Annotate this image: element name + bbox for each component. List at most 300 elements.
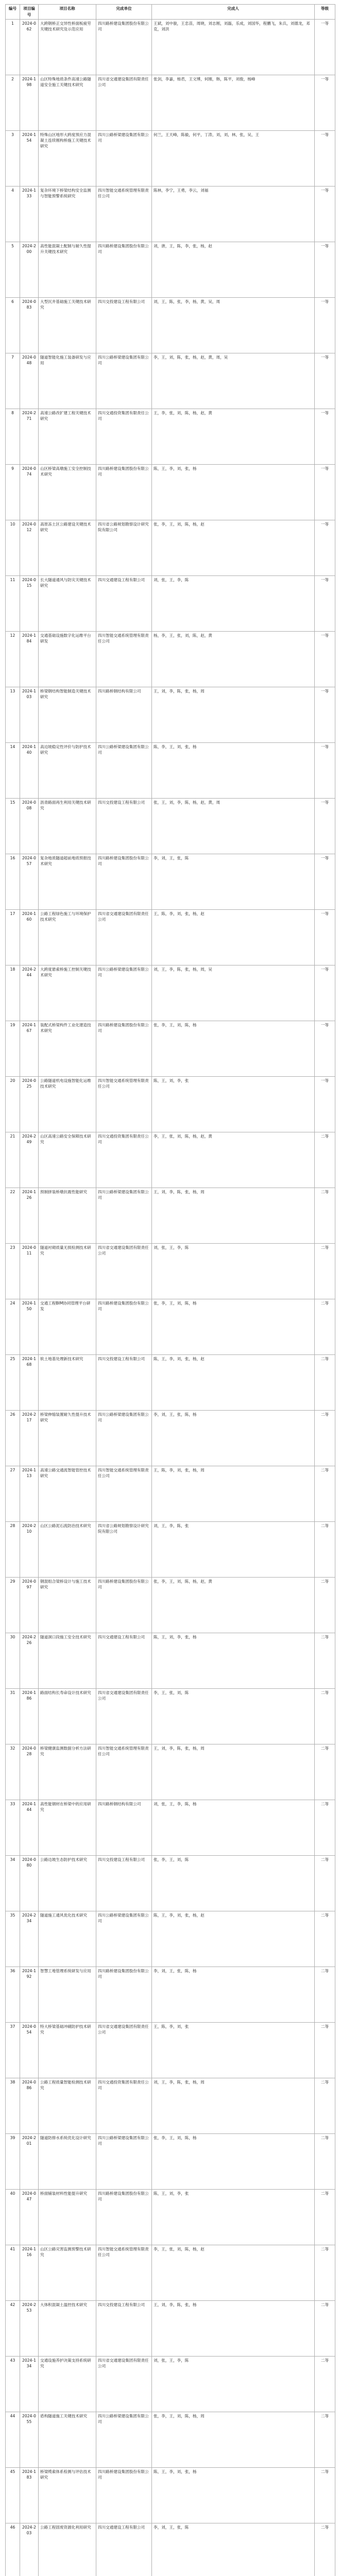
cell-people: 何兰，王天峰，陈毅，何平，丁涛，刘，刘，林，张，吴，王 — [152, 131, 315, 187]
cell-people: 王，陈，李，刘，张，杨，周 — [152, 1466, 315, 1522]
cell-people: 陈，王，李，刘，张，杨，赵 — [152, 1355, 315, 1411]
table-row — [6, 2078, 335, 2134]
table-row — [6, 465, 335, 520]
cell-grade: 二等 — [315, 2412, 335, 2468]
cell-grade: 一等 — [315, 1021, 335, 1077]
cell-grade: 二等 — [315, 1299, 335, 1355]
cell-grade: 一等 — [315, 409, 335, 465]
header-people: 完成人 — [152, 5, 315, 20]
cell-people: 王斌，刘中骏，王忠苗，周晓，刘志刚，刘磊，乐成，刘国华，程鹏飞，朱兵，刘德龙，邓克，刘洪 — [152, 20, 315, 75]
table-row — [6, 2245, 335, 2301]
cell-number: 43 — [6, 2357, 20, 2412]
cell-grade: 一等 — [315, 242, 335, 298]
table-row — [6, 1800, 335, 1856]
cell-grade: 二等 — [315, 2190, 335, 2245]
cell-project-name: 山区公路灾害监测预警技术研究 — [39, 2245, 96, 2301]
cell-unit: 四川智能交通系统管理有限责任公司 — [96, 1466, 152, 1522]
cell-project-name: 公路工程绿色施工与环境保护技术研究 — [39, 910, 96, 965]
table-row — [6, 687, 335, 743]
cell-project-code: 2024-133 — [20, 187, 39, 242]
cell-people: 张，李，王，刘，陈，杨，周 — [152, 2412, 315, 2468]
cell-unit: 四川公路桥梁建设集团有限公司 — [96, 2412, 152, 2468]
cell-people: 王，刘，李，陈，张，杨，周 — [152, 1188, 315, 1244]
cell-project-code: 2024-186 — [20, 1689, 39, 1744]
cell-people: 李，王，张，刘，陈 — [152, 1689, 315, 1744]
cell-unit: 四川省交通建设集团有限责任公司 — [96, 1689, 152, 1744]
table-row — [6, 1911, 335, 1967]
cell-grade: 二等 — [315, 1800, 335, 1856]
cell-people: 刘，王，陈，张，李，杨，黄，吴，周 — [152, 298, 315, 353]
cell-project-name: 大体积混凝土温控技术研究 — [39, 2301, 96, 2357]
cell-people: 陈林，李宁，王勇，李云，刘福 — [152, 187, 315, 242]
cell-project-code: 2024-011 — [20, 1244, 39, 1299]
cell-grade: 二等 — [315, 2357, 335, 2412]
cell-number: 24 — [6, 1299, 20, 1355]
cell-grade: 一等 — [315, 298, 335, 353]
cell-number: 23 — [6, 1244, 20, 1299]
header-number: 编号 — [6, 5, 20, 20]
cell-number: 5 — [6, 242, 20, 298]
cell-people: 张，李，王，刘，陈，杨，赵，黄 — [152, 1578, 315, 1633]
cell-unit: 四川省交通建设集团有限责任公司 — [96, 1244, 152, 1299]
cell-number: 36 — [6, 1967, 20, 2023]
table-row — [6, 743, 335, 799]
cell-project-code: 2024-253 — [20, 2301, 39, 2357]
table-row — [6, 1411, 335, 1466]
cell-project-code: 2024-201 — [20, 2134, 39, 2190]
cell-project-name: 隧道施工通风优化技术研究 — [39, 1911, 96, 1967]
table-row — [6, 409, 335, 465]
cell-people: 杨，李，王，张，刘，陈，赵，黄 — [152, 632, 315, 687]
table-row — [6, 1077, 335, 1132]
table-row — [6, 2190, 335, 2245]
cell-project-code: 2024-192 — [20, 1967, 39, 2023]
cell-unit: 四川交通投资集团有限责任公司 — [96, 1132, 152, 1188]
cell-grade: 一等 — [315, 20, 335, 75]
cell-grade: 二等 — [315, 1744, 335, 1800]
cell-project-name: 交通基础设施数字化运维平台研发 — [39, 632, 96, 687]
cell-project-name: 软土地基处理新技术研究 — [39, 1355, 96, 1411]
table-row — [6, 2468, 335, 2523]
cell-people: 刘，王，李，陈，张，杨，周 — [152, 2078, 315, 2134]
awards-table — [5, 4, 335, 2576]
table-row — [6, 131, 335, 187]
table-row — [6, 799, 335, 854]
cell-number: 2 — [6, 75, 20, 131]
cell-number: 4 — [6, 187, 20, 242]
cell-grade: 一等 — [315, 187, 335, 242]
cell-number: 1 — [6, 20, 20, 75]
cell-number: 22 — [6, 1188, 20, 1244]
table-row — [6, 2301, 335, 2357]
cell-project-code: 2024-134 — [20, 2357, 39, 2412]
cell-unit: 四川路桥钢结构有限公司 — [96, 1800, 152, 1856]
table-row — [6, 242, 335, 298]
cell-project-name: 公路边坡生态防护技术研究 — [39, 1856, 96, 1911]
cell-project-code: 2024-167 — [20, 1021, 39, 1077]
cell-number: 45 — [6, 2468, 20, 2523]
cell-people: 李，王，刘，陈，张，杨，赵，黄，周，吴 — [152, 353, 315, 409]
cell-unit: 四川路桥建设集团股份有限公司 — [96, 2468, 152, 2523]
cell-people: 李，王，张，刘，陈，杨，赵 — [152, 2245, 315, 2301]
table-row — [6, 2134, 335, 2190]
cell-unit: 四川路桥建设集团股份有限公司 — [96, 2190, 152, 2245]
cell-people: 刘，张，王，李，陈，杨 — [152, 1800, 315, 1856]
cell-project-name: 山区高速公路安全保障技术研究 — [39, 1132, 96, 1188]
cell-number: 14 — [6, 743, 20, 799]
table-row — [6, 632, 335, 687]
table-row — [6, 2023, 335, 2078]
cell-people: 刘，张，王，李，陈 — [152, 1244, 315, 1299]
cell-grade: 二等 — [315, 1633, 335, 1689]
cell-grade: 一等 — [315, 131, 335, 187]
header-project-code: 项目编号 — [20, 5, 39, 20]
cell-unit: 四川智能交通系统管理有限责任公司 — [96, 632, 152, 687]
cell-number: 27 — [6, 1466, 20, 1522]
cell-unit: 四川交投建设工程有限公司 — [96, 2301, 152, 2357]
cell-grade: 一等 — [315, 75, 335, 131]
cell-unit: 四川智能交通系统管理有限责任公司 — [96, 2245, 152, 2301]
cell-project-name: 高速公路交通流智能管控技术研究 — [39, 1466, 96, 1522]
cell-number: 8 — [6, 409, 20, 465]
cell-grade: 一等 — [315, 1077, 335, 1132]
table-row — [6, 1633, 335, 1689]
cell-number: 3 — [6, 131, 20, 187]
table-row — [6, 1466, 335, 1522]
table-row — [6, 910, 335, 965]
cell-unit: 四川交投建设工程有限公司 — [96, 799, 152, 854]
cell-unit: 四川省交通建设集团有限责任公司 — [96, 2357, 152, 2412]
cell-number: 40 — [6, 2190, 20, 2245]
cell-project-code: 2024-048 — [20, 353, 39, 409]
table-row — [6, 1689, 335, 1744]
cell-project-code: 2024-083 — [20, 298, 39, 353]
cell-people: 王，陈，李，刘，张 — [152, 2023, 315, 2078]
cell-people: 陈，李，王，刘，张，杨 — [152, 743, 315, 799]
cell-project-code: 2024-074 — [20, 465, 39, 520]
cell-number: 32 — [6, 1744, 20, 1800]
cell-project-code: 2024-097 — [20, 1578, 39, 1633]
cell-people: 李，刘，王，张，陈 — [152, 854, 315, 910]
cell-unit: 四川路桥建设集团股份有限公司 — [96, 1299, 152, 1355]
cell-number: 12 — [6, 632, 20, 687]
cell-grade: 二等 — [315, 1578, 335, 1633]
cell-people: 刘，张，王，李，陈 — [152, 2357, 315, 2412]
cell-project-name: 特大桥梁基础冲刷防护技术研究 — [39, 2023, 96, 2078]
table-row — [6, 576, 335, 632]
cell-project-code: 2024-116 — [20, 2245, 39, 2301]
cell-number: 44 — [6, 2412, 20, 2468]
cell-unit: 四川公路桥梁建设集团有限公司 — [96, 965, 152, 1021]
cell-unit: 四川公路桥梁建设集团有限公司 — [96, 353, 152, 409]
cell-people: 张，李，王，刘，陈，杨，赵 — [152, 520, 315, 576]
cell-number: 31 — [6, 1689, 20, 1744]
cell-number: 13 — [6, 687, 20, 743]
cell-project-code: 2024-015 — [20, 576, 39, 632]
cell-grade: 二等 — [315, 2078, 335, 2134]
cell-project-code: 2024-234 — [20, 1911, 39, 1967]
cell-project-code: 2024-113 — [20, 1466, 39, 1522]
cell-number: 6 — [6, 298, 20, 353]
table-row — [6, 965, 335, 1021]
cell-unit: 四川省公路规划勘察设计研究院有限公司 — [96, 1522, 152, 1578]
cell-grade: 二等 — [315, 1466, 335, 1522]
cell-number: 30 — [6, 1633, 20, 1689]
cell-unit: 四川公路桥梁建设集团有限公司 — [96, 743, 152, 799]
cell-project-code: 2024-271 — [20, 409, 39, 465]
table-row — [6, 1188, 335, 1244]
cell-project-code: 2024-054 — [20, 2023, 39, 2078]
cell-people: 陈，王，刘，李，张 — [152, 1077, 315, 1132]
cell-project-code: 2024-012 — [20, 520, 39, 576]
cell-project-name: 公路隧道机电设施智能化运维技术研究 — [39, 1077, 96, 1132]
cell-grade: 一等 — [315, 743, 335, 799]
cell-people: 刘，张，王，李，陈 — [152, 576, 315, 632]
table-row — [6, 1744, 335, 1800]
cell-project-code: 2024-086 — [20, 2078, 39, 2134]
table-row — [6, 353, 335, 409]
cell-grade: 二等 — [315, 2245, 335, 2301]
cell-people: 李，王，张，刘，陈，杨，赵，黄 — [152, 1132, 315, 1188]
cell-number: 7 — [6, 353, 20, 409]
cell-unit: 四川智能交通系统管理有限责任公司 — [96, 1744, 152, 1800]
cell-project-code: 2024-080 — [20, 1856, 39, 1911]
cell-project-name: 隧道防排水系统优化设计研究 — [39, 2134, 96, 2190]
cell-project-code: 2024-184 — [20, 632, 39, 687]
cell-project-name: 装配式桥梁构件工业化建造技术研究 — [39, 1021, 96, 1077]
cell-people: 张，李，王，刘，陈，杨 — [152, 1299, 315, 1355]
cell-number: 29 — [6, 1578, 20, 1633]
cell-people: 张，李，王，刘，陈，杨 — [152, 1021, 315, 1077]
table-row — [6, 854, 335, 910]
cell-people: 王，刘，李，陈，张，杨，周 — [152, 687, 315, 743]
cell-grade: 二等 — [315, 2301, 335, 2357]
table-row — [6, 520, 335, 576]
cell-people: 李，刘，王，张，陈 — [152, 2523, 315, 2576]
cell-grade: 一等 — [315, 632, 335, 687]
cell-project-code: 2024-168 — [20, 1355, 39, 1411]
cell-unit: 四川省交通建设集团有限责任公司 — [96, 910, 152, 965]
cell-grade: 二等 — [315, 2523, 335, 2576]
cell-people: 王，李，张，刘，陈，杨，赵，黄 — [152, 409, 315, 465]
cell-number: 33 — [6, 1800, 20, 1856]
cell-people: 刘，王，李，陈，张 — [152, 1522, 315, 1578]
cell-project-code: 2024-028 — [20, 1744, 39, 1800]
cell-project-code: 2024-144 — [20, 1800, 39, 1856]
header-unit: 完成单位 — [96, 5, 152, 20]
cell-people: 陈，王，李，刘，张，杨 — [152, 465, 315, 520]
cell-project-name: 隧道洞口段施工安全技术研究 — [39, 1633, 96, 1689]
cell-unit: 四川交投建设工程有限公司 — [96, 298, 152, 353]
cell-number: 19 — [6, 1021, 20, 1077]
cell-unit: 四川交通投资集团有限责任公司 — [96, 2078, 152, 2134]
cell-project-name: 大跨度悬索桥施工控制关键技术研究 — [39, 965, 96, 1021]
cell-project-code: 2024-025 — [20, 1077, 39, 1132]
cell-project-name: 桥梁缆索体系检测与评估技术研究 — [39, 2468, 96, 2523]
cell-project-name: 复杂环境下桥梁结构安全监测与智能预警系统研究 — [39, 187, 96, 242]
cell-project-code: 2024-062 — [20, 20, 39, 75]
cell-grade: 一等 — [315, 687, 335, 743]
cell-project-name: 高原冻土区公路建设关键技术研究 — [39, 520, 96, 576]
cell-number: 37 — [6, 2023, 20, 2078]
cell-project-code: 2024-047 — [20, 2190, 39, 2245]
cell-people: 陈，王，李，刘，张，杨，赵 — [152, 1911, 315, 1967]
cell-number: 46 — [6, 2523, 20, 2576]
cell-project-name: 盾构隧道施工关键技术研究 — [39, 2412, 96, 2468]
cell-project-name: 智慧工地管理系统研发与应用 — [39, 1967, 96, 2023]
cell-unit: 四川公路桥梁建设集团有限公司 — [96, 131, 152, 187]
cell-project-code: 2024-217 — [20, 1411, 39, 1466]
cell-number: 17 — [6, 910, 20, 965]
cell-project-name: 桥梁钢结构智能制造关键技术研究 — [39, 687, 96, 743]
cell-people: 陈，王，李，刘，张，杨 — [152, 2468, 315, 2523]
cell-project-name: 高性能钢材在桥梁中的应用研究 — [39, 1800, 96, 1856]
awards-table-sheet — [5, 4, 335, 2576]
cell-project-code: 2024-183 — [20, 2468, 39, 2523]
cell-project-code: 2024-226 — [20, 1633, 39, 1689]
cell-number: 28 — [6, 1522, 20, 1578]
cell-project-code: 2024-249 — [20, 1132, 39, 1188]
cell-project-name: 山区公路泥石流防治技术研究 — [39, 1522, 96, 1578]
cell-grade: 二等 — [315, 2134, 335, 2190]
cell-unit: 四川路桥建设集团股份有限公司 — [96, 1021, 152, 1077]
cell-project-name: 高边坡稳定性评价与防护技术研究 — [39, 743, 96, 799]
cell-number: 38 — [6, 2078, 20, 2134]
cell-grade: 二等 — [315, 1967, 335, 2023]
cell-grade: 一等 — [315, 520, 335, 576]
cell-unit: 四川公路桥梁建设集团有限公司 — [96, 2134, 152, 2190]
cell-unit: 四川省交通建设集团有限责任公司 — [96, 2023, 152, 2078]
cell-number: 39 — [6, 2134, 20, 2190]
cell-number: 42 — [6, 2301, 20, 2357]
cell-unit: 四川交投建设工程有限公司 — [96, 1355, 152, 1411]
cell-grade: 二等 — [315, 1244, 335, 1299]
cell-unit: 四川智能交通系统管理有限责任公司 — [96, 187, 152, 242]
cell-number: 41 — [6, 2245, 20, 2301]
cell-grade: 二等 — [315, 2023, 335, 2078]
table-row — [6, 2523, 335, 2576]
cell-grade: 二等 — [315, 1689, 335, 1744]
cell-number: 25 — [6, 1355, 20, 1411]
cell-project-code: 2024-198 — [20, 75, 39, 131]
cell-grade: 二等 — [315, 2468, 335, 2523]
cell-project-name: 山区特殊地质条件高速公路隧道安全施工关键技术研究 — [39, 75, 96, 131]
cell-project-name: 钢混组合梁桥设计与施工技术研究 — [39, 1578, 96, 1633]
table-row — [6, 1967, 335, 2023]
cell-grade: 二等 — [315, 1132, 335, 1188]
cell-grade: 二等 — [315, 1355, 335, 1411]
cell-unit: 四川路桥建设集团股份有限公司 — [96, 465, 152, 520]
cell-number: 26 — [6, 1411, 20, 1466]
cell-project-code: 2024-126 — [20, 1188, 39, 1244]
cell-number: 21 — [6, 1132, 20, 1188]
cell-people: 王，刘，李，陈，张，杨 — [152, 2301, 315, 2357]
table-row — [6, 1299, 335, 1355]
table-row — [6, 2357, 335, 2412]
cell-project-name: 大跨钢桥正交异性桥面板疲劳关键技术研究及示范应用 — [39, 20, 96, 75]
table-row — [6, 1355, 335, 1411]
cell-project-name: 高性能混凝土配制与耐久性提升关键技术研究 — [39, 242, 96, 298]
table-row — [6, 2412, 335, 2468]
cell-project-name: 公路工程质量智能检测技术研究 — [39, 2078, 96, 2134]
table-row — [6, 75, 335, 131]
cell-project-name: 沥青路面再生利用关键技术研究 — [39, 799, 96, 854]
cell-project-name: 大型沉井基础施工关键技术研究 — [39, 298, 96, 353]
cell-project-name: 交通设施养护决策支持系统研究 — [39, 2357, 96, 2412]
cell-grade: 二等 — [315, 1856, 335, 1911]
cell-number: 16 — [6, 854, 20, 910]
cell-project-code: 2024-057 — [20, 854, 39, 910]
cell-project-code: 2024-055 — [20, 2412, 39, 2468]
cell-unit: 四川路桥钢结构有限公司 — [96, 687, 152, 743]
cell-project-name: 隧道智能化施工装备研发与应用 — [39, 353, 96, 409]
cell-project-code: 2024-200 — [20, 242, 39, 298]
cell-grade: 一等 — [315, 854, 335, 910]
cell-people: 陈，王，刘，李，张，杨 — [152, 1633, 315, 1689]
table-row — [6, 1021, 335, 1077]
header-project-name: 项目名称 — [39, 5, 96, 20]
cell-grade: 二等 — [315, 1411, 335, 1466]
cell-project-code: 2024-203 — [20, 2523, 39, 2576]
table-row — [6, 298, 335, 353]
cell-people: 王，陈，李，刘，张，杨，赵 — [152, 910, 315, 965]
cell-unit: 四川公路桥梁建设集团有限公司 — [96, 1188, 152, 1244]
cell-grade: 一等 — [315, 465, 335, 520]
cell-unit: 四川路桥建设集团股份有限公司 — [96, 242, 152, 298]
cell-unit: 四川交通建设工程有限公司 — [96, 1633, 152, 1689]
cell-unit: 四川交投建设工程有限公司 — [96, 1856, 152, 1911]
cell-people: 张，李，王，刘，陈 — [152, 1856, 315, 1911]
cell-project-name: 桥梁伸缩装置耐久性提升技术研究 — [39, 1411, 96, 1466]
cell-number: 9 — [6, 465, 20, 520]
cell-unit: 四川路桥建设集团股份有限公司 — [96, 20, 152, 75]
cell-unit: 四川路桥建设集团股份有限公司 — [96, 1578, 152, 1633]
cell-unit: 四川路桥建设集团股份有限公司 — [96, 854, 152, 910]
cell-people: 李，刘，王，张，陈，杨 — [152, 1967, 315, 2023]
cell-project-name: 路面结构长寿命设计技术研究 — [39, 1689, 96, 1744]
cell-people: 王，刘，李，陈，张，杨，周 — [152, 1744, 315, 1800]
cell-project-name: 交通工程BIM协同管理平台研发 — [39, 1299, 96, 1355]
cell-people: 刘，唐，王，陈，李，张，杨，赵 — [152, 242, 315, 298]
cell-grade: 一等 — [315, 965, 335, 1021]
table-row — [6, 1578, 335, 1633]
cell-unit: 四川省交通建设集团有限责任公司 — [96, 75, 152, 131]
table-row — [6, 187, 335, 242]
cell-people: 张剑，李嘉，杨君，王文博，何刚，韩，陈平，刘俊，杨峰 — [152, 75, 315, 131]
cell-unit: 四川交通建设工程有限公司 — [96, 576, 152, 632]
cell-people: 刘，王，李，陈，张，杨，周，吴 — [152, 965, 315, 1021]
cell-number: 10 — [6, 520, 20, 576]
cell-project-name: 桥梁健康监测数据分析方法研究 — [39, 1744, 96, 1800]
cell-project-name: 隧道衬砌质量无损检测技术研究 — [39, 1244, 96, 1299]
table-row — [6, 1522, 335, 1578]
cell-project-name: 公路工程固废资源化利用研究 — [39, 2523, 96, 2576]
cell-grade: 一等 — [315, 910, 335, 965]
cell-people: 张，李，王，刘，陈，杨 — [152, 2134, 315, 2190]
cell-unit: 四川智能交通系统管理有限责任公司 — [96, 1077, 152, 1132]
table-row — [6, 20, 335, 75]
cell-project-name: 特殊山区地形大跨度预应力混凝土连续刚构桥施工关键技术研究 — [39, 131, 96, 187]
cell-project-name: 长大隧道通风与防灾关键技术研究 — [39, 576, 96, 632]
cell-people: 张，王，刘，李，陈，杨，赵，黄，周 — [152, 799, 315, 854]
cell-grade: 一等 — [315, 576, 335, 632]
cell-number: 20 — [6, 1077, 20, 1132]
cell-project-code: 2024-244 — [20, 965, 39, 1021]
cell-project-code: 2024-008 — [20, 799, 39, 854]
cell-unit: 四川公路桥梁建设集团有限公司 — [96, 1411, 152, 1466]
table-row — [6, 1132, 335, 1188]
cell-grade: 一等 — [315, 799, 335, 854]
